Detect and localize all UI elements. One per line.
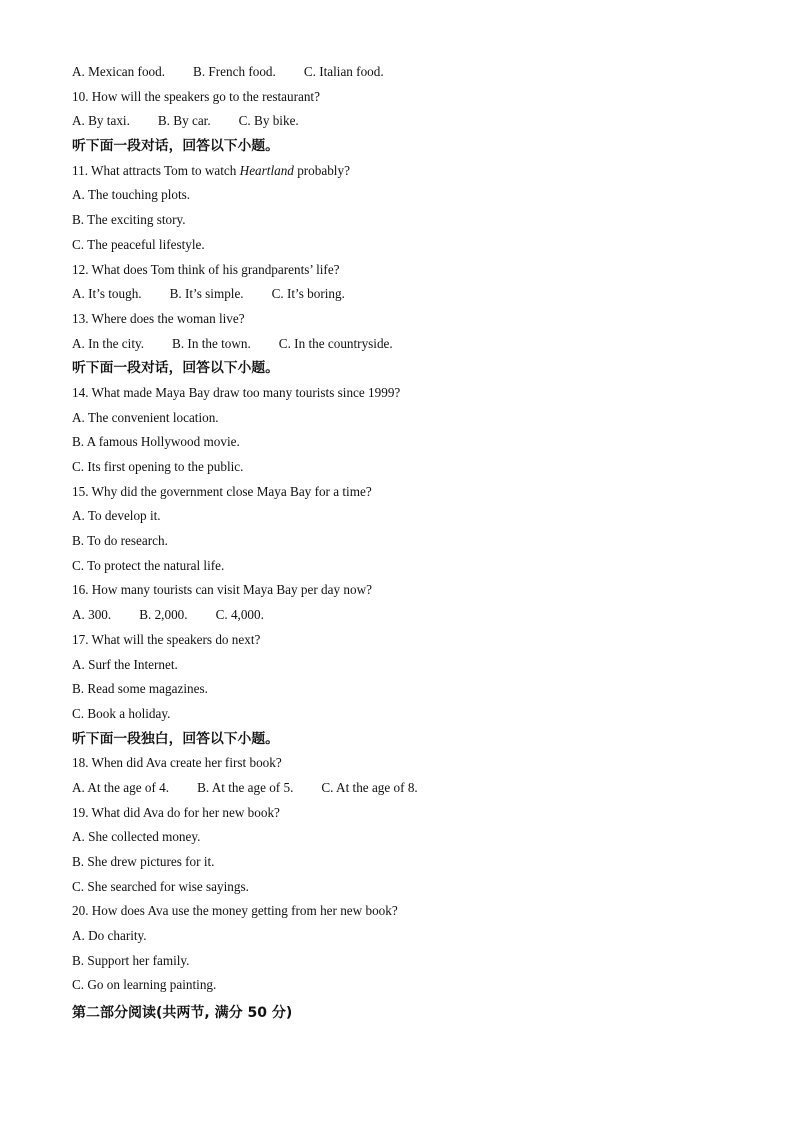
answer-options-row: [72, 109, 752, 134]
answer-option: B. Support her family.: [72, 952, 190, 968]
question-text: 19. What did Ava do for her new book?: [72, 804, 280, 820]
question-text: 17. What will the speakers do next?: [72, 631, 261, 647]
section-heading: 听下面一段对话，回答以下小题。: [72, 138, 279, 155]
answer-option: A. By taxi.: [72, 113, 130, 129]
section-heading: 听下面一段对话，回答以下小题。: [72, 360, 279, 377]
answer-option: C. To protect the natural life.: [72, 557, 225, 573]
answer-option: C. Book a holiday.: [72, 705, 171, 721]
answer-option: C. It’s boring.: [271, 286, 345, 302]
answer-option: A. 300.: [72, 607, 112, 623]
answer-option: B. In the town.: [172, 335, 251, 351]
question-text: 20. How does Ava use the money getting from her new book?: [72, 903, 398, 919]
question-text: 14. What made Maya Bay draw too many tourists since 1999?: [72, 384, 401, 400]
answer-option: C. Go on learning painting.: [72, 977, 217, 993]
answer-option: C. In the countryside.: [278, 335, 393, 351]
section-heading: 听下面一段独白，回答以下小题。: [72, 730, 279, 747]
answer-option: C. Italian food.: [303, 64, 384, 79]
question-text-part: probably?: [293, 162, 350, 178]
answer-option: C. She searched for wise sayings.: [72, 878, 249, 894]
part-heading: 第二部分阅读(共两节, 满分 50 分): [72, 1005, 293, 1022]
answer-option: B. She drew pictures for it.: [72, 854, 215, 869]
answer-options-row: [72, 60, 752, 85]
answer-option: A. The convenient location.: [72, 409, 219, 425]
answer-option: B. A famous Hollywood movie.: [72, 434, 240, 450]
answer-option: B. Read some magazines.: [72, 681, 208, 697]
answer-option: C. By bike.: [238, 113, 299, 129]
question-text: 18. When did Ava create her first book?: [72, 755, 282, 771]
answer-option: A. Mexican food.: [72, 64, 166, 79]
title-italic: Heartland: [239, 162, 294, 178]
answer-option: B. It’s simple.: [169, 286, 244, 302]
answer-options-row: [72, 332, 752, 357]
answer-option: B. The exciting story.: [72, 212, 186, 228]
question-text: 16. How many tourists can visit Maya Bay per day now?: [72, 582, 372, 598]
answer-options-row: [72, 282, 752, 307]
answer-option: B. To do research.: [72, 533, 168, 549]
answer-option: C. At the age of 8.: [321, 779, 418, 795]
answer-option: C. Its first opening to the public.: [72, 459, 244, 474]
answer-option: B. At the age of 5.: [197, 779, 294, 795]
answer-options-row: [72, 603, 752, 628]
answer-option: A. Surf the Internet.: [72, 656, 178, 672]
answer-option: A. She collected money.: [72, 829, 201, 845]
answer-option: C. The peaceful lifestyle.: [72, 236, 205, 252]
answer-option: B. 2,000.: [139, 607, 188, 623]
answer-option: A. Do charity.: [72, 928, 147, 944]
question-text: 10. How will the speakers go to the restaurant?: [72, 88, 320, 104]
question-text: 12. What does Tom think of his grandparents’ life?: [72, 261, 340, 277]
answer-option: A. The touching plots.: [72, 187, 191, 203]
answer-option: A. It’s tough.: [72, 286, 142, 302]
exam-page: [72, 60, 752, 1026]
question-text-part: 11. What attracts Tom to watch: [72, 162, 240, 178]
answer-option: B. French food.: [193, 64, 276, 79]
answer-options-row: [72, 776, 752, 801]
answer-option: B. By car.: [157, 113, 211, 129]
answer-option: A. In the city.: [72, 335, 145, 351]
question-text: 13. Where does the woman live?: [72, 310, 245, 326]
answer-option: C. 4,000.: [215, 607, 264, 623]
answer-option: A. At the age of 4.: [72, 779, 170, 795]
question-text: 15. Why did the government close Maya Bay for a time?: [72, 483, 372, 499]
question-text: [72, 159, 752, 184]
answer-option: A. To develop it.: [72, 508, 161, 524]
